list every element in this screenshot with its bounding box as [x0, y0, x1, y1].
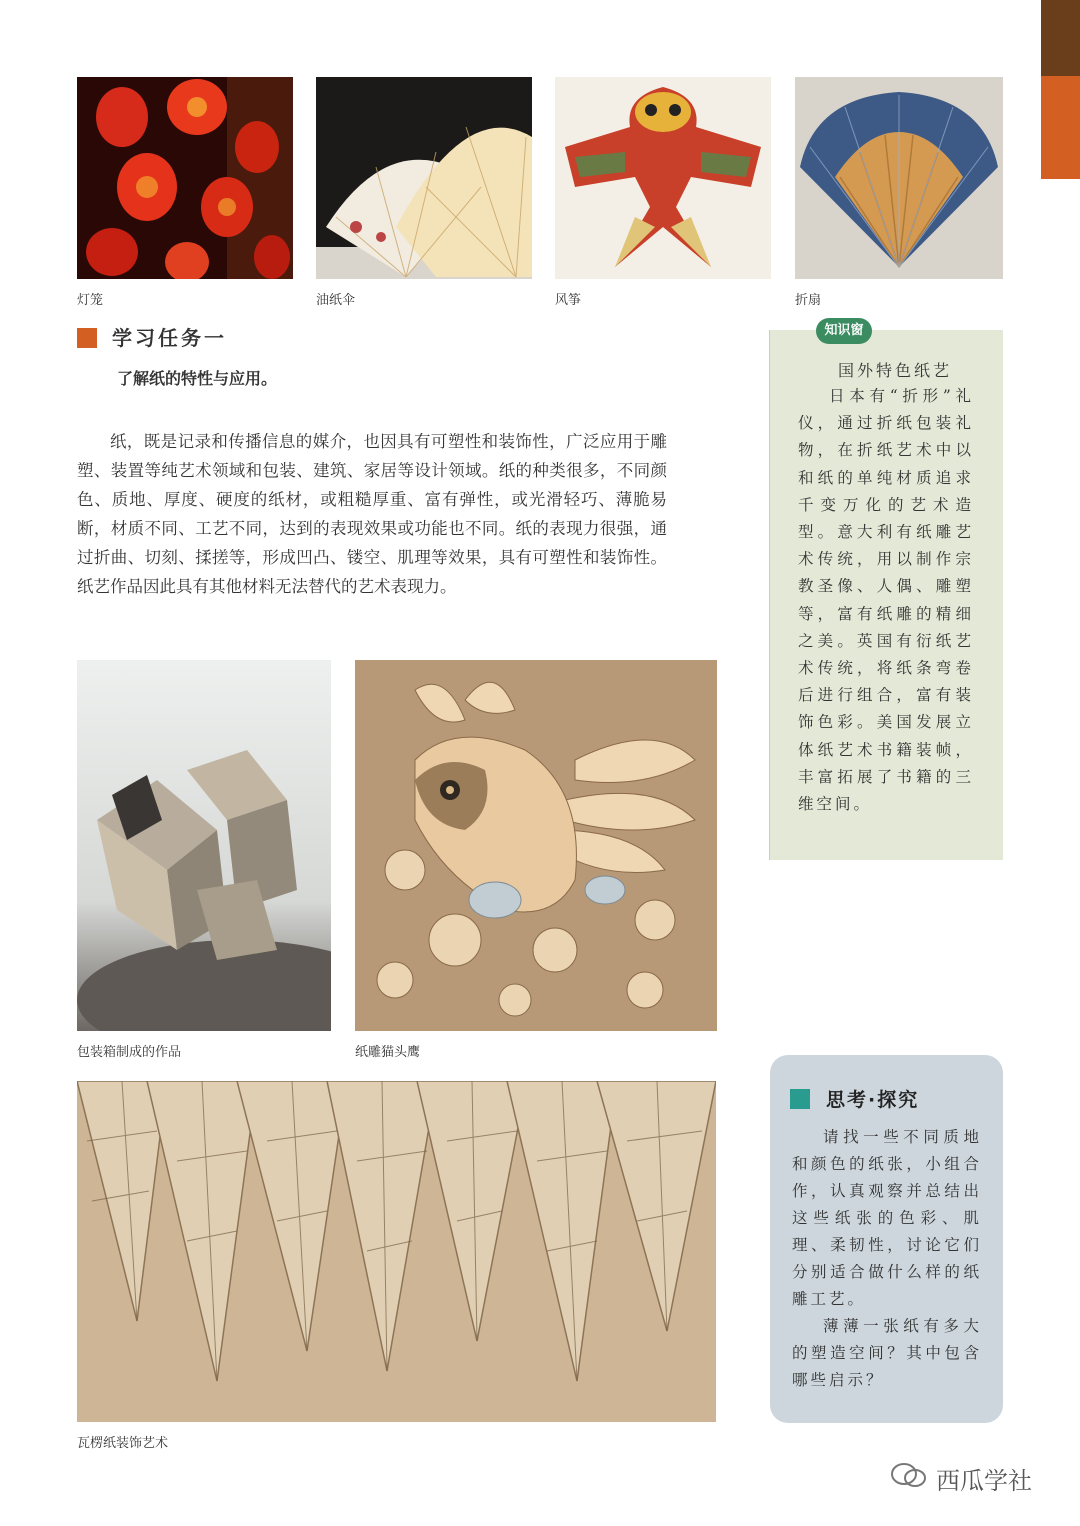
body-paragraph	[77, 427, 667, 601]
think-title: 思考·探究	[826, 1089, 920, 1111]
section-marker	[77, 328, 97, 348]
think-body	[792, 1124, 982, 1394]
cardboard-caption: 包装箱制成的作品	[77, 1045, 182, 1060]
wechat-icon	[890, 1462, 928, 1488]
kite-caption: 风筝	[555, 293, 582, 308]
think-paragraph-2: 薄薄一张纸有多大的塑造空间？其中包含哪些启示？	[792, 1317, 982, 1389]
knowledge-window-body	[798, 383, 974, 818]
umbrella-caption: 油纸伞	[316, 293, 356, 308]
section-title: 学习任务一	[112, 326, 227, 350]
owl-caption: 纸雕猫头鹰	[355, 1045, 421, 1060]
chapter-tab-dark	[1041, 0, 1080, 76]
kite-photo	[555, 77, 771, 279]
lantern-caption: 灯笼	[77, 293, 104, 308]
cardboard-sculpture-photo	[77, 660, 331, 1031]
paper-owl-photo	[355, 660, 717, 1031]
lantern-photo	[77, 77, 293, 279]
body-text: 纸，既是记录和传播信息的媒介，也因具有可塑性和装饰性，广泛应用于雕塑、装置等纯艺术领域和包装、建筑、家居等设计领域。纸的种类很多，不同颜色、质地、厚度、硬度的纸材，或粗糙厚重、富有弹性，或光滑轻巧、薄脆易断，材质不同、工艺不同，达到的表现效果或功能也不同。纸的表现力很强，通过折曲、切刻、揉搓等，形成凹凸、镂空、肌理等效果，具有可塑性和装饰性。纸艺作品因此具有其他材料无法替代的艺术表现力。	[77, 432, 667, 596]
corrugated-caption: 瓦楞纸装饰艺术	[77, 1436, 169, 1451]
knowledge-window-text: 日本有“折形”礼仪，通过折纸包装礼物，在折纸艺术中以和纸的单纯材质追求千变万化的艺术造型。意大利有纸雕艺术传统，用以制作宗教圣像、人偶、雕塑等，富有纸雕的精细之美。英国有衍纸艺术传统，将纸条弯卷后进行组合，富有装饰色彩。美国发展立体纸艺术书籍装帧，丰富拓展了书籍的三维空间。	[798, 387, 974, 814]
knowledge-window-badge: 知识窗	[816, 318, 872, 344]
think-marker	[790, 1089, 810, 1109]
watermark-text: 西瓜学社	[936, 1467, 1032, 1495]
oil-paper-umbrella-photo	[316, 77, 532, 279]
section-subtitle: 了解纸的特性与应用。	[117, 369, 278, 388]
fan-caption: 折扇	[795, 293, 822, 308]
think-paragraph-1: 请找一些不同质地和颜色的纸张，小组合作，认真观察并总结出这些纸张的色彩、肌理、柔韧性，讨论它们分别适合做什么样的纸雕工艺。	[792, 1128, 982, 1308]
knowledge-window-title: 国外特色纸艺	[838, 361, 953, 380]
corrugated-paper-art-photo	[77, 1081, 716, 1422]
folding-fan-photo	[795, 77, 1003, 279]
chapter-tab-orange	[1041, 76, 1080, 179]
